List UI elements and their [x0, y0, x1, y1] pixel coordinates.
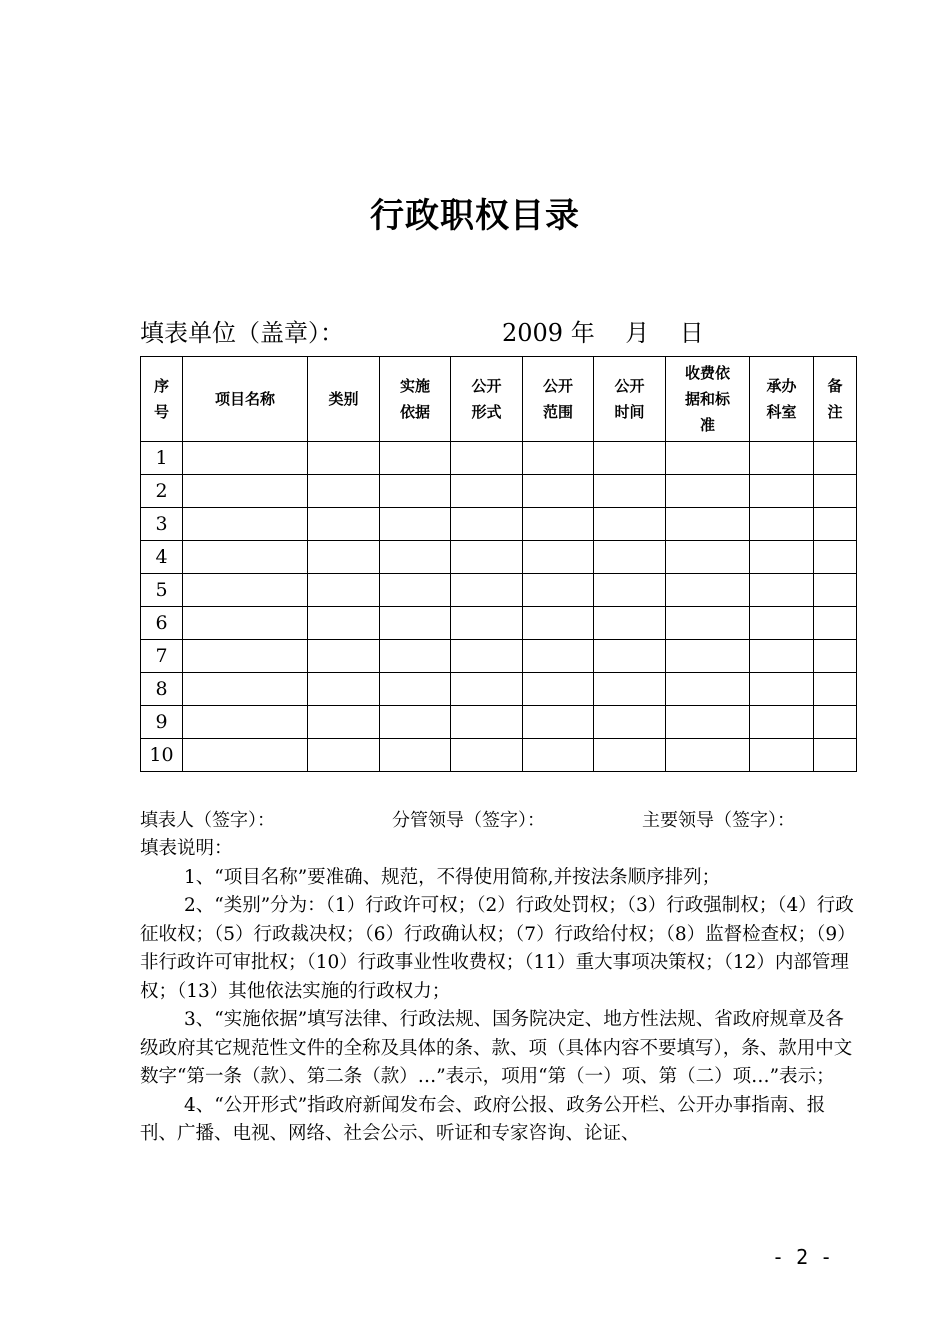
- empty-entry-cell[interactable]: [814, 673, 857, 706]
- column-header: [451, 357, 523, 442]
- column-header: [183, 357, 308, 442]
- column-header-text: 实施: [399, 377, 430, 395]
- column-header: [523, 357, 594, 442]
- table-row: [141, 475, 857, 508]
- empty-entry-cell[interactable]: [380, 640, 451, 673]
- authority-table: [140, 356, 857, 772]
- empty-entry-cell[interactable]: [594, 475, 666, 508]
- instruction-item: 3、“实施依据”填写法律、行政法规、国务院决定、地方性法规、省政府规章及各级政府其它规范性文件的全称及具体的条、款、项（具体内容不要填写），条、款用中文数字“第一条（款）、第二条（款）…”表示，项用“第（一）项、第（二）项…”表示；: [140, 1009, 853, 1087]
- column-header-text: 形式: [471, 403, 502, 421]
- empty-entry-cell[interactable]: [666, 442, 750, 475]
- empty-entry-cell[interactable]: [750, 607, 814, 640]
- empty-entry-cell[interactable]: [666, 739, 750, 772]
- table-header-row: [141, 357, 857, 442]
- row-number-cell: 5: [141, 574, 183, 607]
- instruction-item: 1、“项目名称”要准确、规范，不得使用简称,并按法条顺序排列；: [184, 866, 721, 888]
- empty-entry-cell[interactable]: [380, 574, 451, 607]
- column-header: [141, 357, 183, 442]
- empty-entry-cell[interactable]: [814, 706, 857, 739]
- empty-entry-cell[interactable]: [523, 508, 594, 541]
- empty-entry-cell[interactable]: [451, 574, 523, 607]
- column-header-text: 时间: [614, 403, 645, 421]
- empty-entry-cell[interactable]: [594, 541, 666, 574]
- row-number-cell: 2: [141, 475, 183, 508]
- column-header: [666, 357, 750, 442]
- supervisor-signature-label: 分管领导（签字）：: [392, 810, 545, 831]
- table-row: [141, 574, 857, 607]
- column-header-text: 科室: [766, 403, 797, 421]
- empty-entry-cell[interactable]: [183, 574, 308, 607]
- empty-entry-cell[interactable]: [308, 442, 380, 475]
- empty-entry-cell[interactable]: [308, 541, 380, 574]
- row-number-cell: 9: [141, 706, 183, 739]
- leader-signature-label: 主要领导（签字）：: [642, 810, 795, 831]
- column-header-text: 备: [827, 377, 843, 395]
- table-body: [141, 442, 857, 772]
- empty-entry-cell[interactable]: [814, 442, 857, 475]
- empty-entry-cell[interactable]: [750, 574, 814, 607]
- table-row: [141, 508, 857, 541]
- empty-entry-cell[interactable]: [380, 673, 451, 706]
- empty-entry-cell[interactable]: [451, 706, 523, 739]
- column-header-text: 项目名称: [214, 390, 275, 408]
- empty-entry-cell[interactable]: [594, 442, 666, 475]
- table-row: [141, 541, 857, 574]
- empty-entry-cell[interactable]: [183, 541, 308, 574]
- empty-entry-cell[interactable]: [594, 706, 666, 739]
- empty-entry-cell[interactable]: [750, 706, 814, 739]
- empty-entry-cell[interactable]: [183, 739, 308, 772]
- empty-entry-cell[interactable]: [380, 706, 451, 739]
- empty-entry-cell[interactable]: [523, 640, 594, 673]
- empty-entry-cell[interactable]: [183, 607, 308, 640]
- empty-entry-cell[interactable]: [814, 640, 857, 673]
- empty-entry-cell[interactable]: [451, 475, 523, 508]
- empty-entry-cell[interactable]: [380, 541, 451, 574]
- empty-entry-cell[interactable]: [451, 607, 523, 640]
- empty-entry-cell[interactable]: [380, 442, 451, 475]
- column-header-text: 据和标: [684, 390, 730, 408]
- row-number-cell: 3: [141, 508, 183, 541]
- table-row: [141, 442, 857, 475]
- row-number-cell: 8: [141, 673, 183, 706]
- instruction-item: 2、“类别”分为：（1）行政许可权；（2）行政处罚权；（3）行政强制权；（4）行政征收权；（5）行政裁决权；（6）行政确认权；（7）行政给付权；（8）监督检查权；（9）非行政许可审批权；（10）行政事业性收费权；（11）重大事项决策权；（12）内部管理权；（13）其他依法实施的行政权力；: [140, 895, 856, 1002]
- empty-entry-cell[interactable]: [666, 508, 750, 541]
- empty-entry-cell[interactable]: [594, 640, 666, 673]
- empty-entry-cell[interactable]: [523, 673, 594, 706]
- empty-entry-cell[interactable]: [380, 739, 451, 772]
- empty-entry-cell[interactable]: [814, 739, 857, 772]
- empty-entry-cell[interactable]: [666, 541, 750, 574]
- empty-entry-cell[interactable]: [666, 607, 750, 640]
- empty-entry-cell[interactable]: [594, 574, 666, 607]
- column-header-text: 类别: [328, 390, 359, 408]
- empty-entry-cell[interactable]: [814, 607, 857, 640]
- empty-entry-cell[interactable]: [523, 442, 594, 475]
- empty-entry-cell[interactable]: [380, 508, 451, 541]
- empty-entry-cell[interactable]: [380, 607, 451, 640]
- empty-entry-cell[interactable]: [814, 475, 857, 508]
- table-row: [141, 607, 857, 640]
- page-number: - 2 -: [772, 1245, 833, 1269]
- document-title: 行政职权目录: [370, 196, 580, 236]
- fill-date-label: 2009 年 月 日: [502, 319, 704, 347]
- row-number-cell: 4: [141, 541, 183, 574]
- row-number-cell: 6: [141, 607, 183, 640]
- empty-entry-cell[interactable]: [594, 607, 666, 640]
- empty-entry-cell[interactable]: [523, 541, 594, 574]
- column-header-text: 注: [827, 403, 843, 421]
- instruction-item: 4、“公开形式”指政府新闻发布会、政府公报、政务公开栏、公开办事指南、报刊、广播、电视、网络、社会公示、听证和专家咨询、论证、: [140, 1094, 826, 1144]
- table-row: [141, 673, 857, 706]
- empty-entry-cell[interactable]: [308, 475, 380, 508]
- empty-entry-cell[interactable]: [183, 508, 308, 541]
- column-header-text: 号: [153, 403, 169, 421]
- column-header-text: 序: [153, 377, 169, 395]
- column-header-text: 收费依: [684, 364, 730, 382]
- table-row: [141, 706, 857, 739]
- column-header-text: 准: [699, 416, 715, 434]
- empty-entry-cell[interactable]: [594, 508, 666, 541]
- column-header: [750, 357, 814, 442]
- empty-entry-cell[interactable]: [380, 475, 451, 508]
- empty-entry-cell[interactable]: [523, 607, 594, 640]
- empty-entry-cell[interactable]: [451, 673, 523, 706]
- empty-entry-cell[interactable]: [308, 640, 380, 673]
- empty-entry-cell[interactable]: [814, 541, 857, 574]
- instructions: [140, 835, 856, 1149]
- empty-entry-cell[interactable]: [183, 442, 308, 475]
- empty-entry-cell[interactable]: [308, 706, 380, 739]
- empty-entry-cell[interactable]: [183, 673, 308, 706]
- column-header: [594, 357, 666, 442]
- empty-entry-cell[interactable]: [666, 640, 750, 673]
- instructions-heading: 填表说明：: [140, 838, 233, 859]
- empty-entry-cell[interactable]: [750, 640, 814, 673]
- signature-line: [140, 806, 860, 834]
- empty-entry-cell[interactable]: [451, 508, 523, 541]
- empty-entry-cell[interactable]: [750, 442, 814, 475]
- column-header-text: 依据: [399, 403, 430, 421]
- empty-entry-cell[interactable]: [451, 640, 523, 673]
- column-header-text: 范围: [542, 403, 573, 421]
- column-header: [380, 357, 451, 442]
- empty-entry-cell[interactable]: [308, 574, 380, 607]
- table-row: [141, 739, 857, 772]
- row-number-cell: 1: [141, 442, 183, 475]
- column-header-text: 公开: [542, 377, 573, 395]
- empty-entry-cell[interactable]: [451, 739, 523, 772]
- empty-entry-cell[interactable]: [523, 475, 594, 508]
- empty-entry-cell[interactable]: [594, 673, 666, 706]
- empty-entry-cell[interactable]: [750, 475, 814, 508]
- empty-entry-cell[interactable]: [750, 508, 814, 541]
- empty-entry-cell[interactable]: [183, 706, 308, 739]
- column-header: [814, 357, 857, 442]
- empty-entry-cell[interactable]: [666, 673, 750, 706]
- row-number-cell: 7: [141, 640, 183, 673]
- table-row: [141, 640, 857, 673]
- empty-entry-cell[interactable]: [750, 673, 814, 706]
- empty-entry-cell[interactable]: [750, 541, 814, 574]
- empty-entry-cell[interactable]: [183, 640, 308, 673]
- fill-unit-label: 填表单位（盖章）：: [140, 319, 344, 347]
- empty-entry-cell[interactable]: [451, 541, 523, 574]
- empty-entry-cell[interactable]: [666, 574, 750, 607]
- empty-entry-cell[interactable]: [308, 607, 380, 640]
- empty-entry-cell[interactable]: [666, 706, 750, 739]
- column-header-text: 公开: [614, 377, 645, 395]
- empty-entry-cell[interactable]: [750, 739, 814, 772]
- empty-entry-cell[interactable]: [308, 673, 380, 706]
- empty-entry-cell[interactable]: [183, 475, 308, 508]
- filler-signature-label: 填表人（签字）：: [140, 810, 275, 831]
- empty-entry-cell[interactable]: [308, 739, 380, 772]
- empty-entry-cell[interactable]: [523, 706, 594, 739]
- row-number-cell: 10: [141, 739, 183, 772]
- empty-entry-cell[interactable]: [451, 442, 523, 475]
- column-header: [308, 357, 380, 442]
- empty-entry-cell[interactable]: [666, 475, 750, 508]
- column-header-text: 公开: [471, 377, 502, 395]
- empty-entry-cell[interactable]: [308, 508, 380, 541]
- empty-entry-cell[interactable]: [814, 574, 857, 607]
- empty-entry-cell[interactable]: [523, 739, 594, 772]
- empty-entry-cell[interactable]: [594, 739, 666, 772]
- column-header-text: 承办: [766, 377, 797, 395]
- empty-entry-cell[interactable]: [523, 574, 594, 607]
- empty-entry-cell[interactable]: [814, 508, 857, 541]
